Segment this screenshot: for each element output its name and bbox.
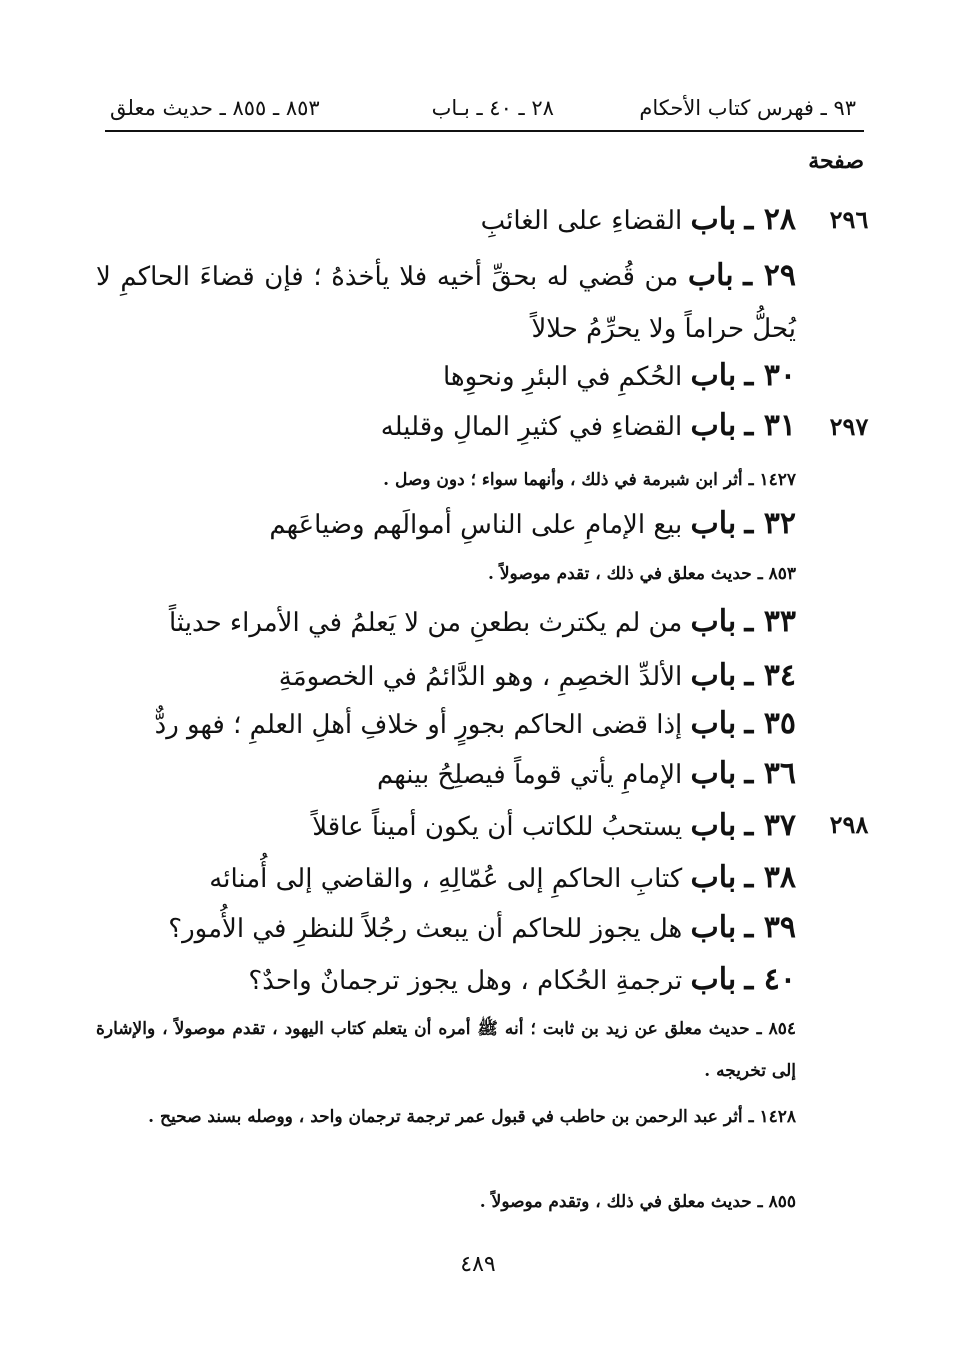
- entry-text: إذا قضى الحاكم بجورٍ أو خلافِ أهلِ العلمِ ؛ فهو ردٌّ: [154, 710, 683, 740]
- entry-number: ٣٨ ـ: [744, 860, 796, 895]
- entry-keyword: باب: [690, 506, 737, 541]
- index-entry: [96, 504, 796, 545]
- entry-text: من لم يكترث بطعنِ من لا يَعلمُ في الأمراء حديثاً: [168, 608, 683, 638]
- entry-keyword: باب: [690, 706, 737, 741]
- index-entry: [96, 406, 796, 447]
- entry-text: الحُكمِ في البئرِ ونحوِها: [442, 362, 683, 392]
- entry-keyword: باب: [690, 756, 737, 791]
- entry-keyword: باب: [690, 604, 737, 639]
- page-number-296: ٢٩٦: [829, 205, 869, 234]
- entry-text: يستحبُ للكاتب أن يكون أميناً عاقلاً: [312, 812, 683, 842]
- note-853: ٨٥٣ ـ حديث معلق في ذلك ، تقدم موصولاً .: [488, 564, 796, 584]
- note-1427: ١٤٢٧ ـ أثر ابن شبرمة في ذلك ، وأنهما سواء ؛ دون وصل .: [383, 470, 796, 490]
- index-entry: [96, 960, 796, 1001]
- entry-text: ترجمةِ الحُكام ، وهل يجوز ترجمانٌ واحدٌ؟: [248, 966, 683, 996]
- entry-keyword: باب: [690, 860, 737, 895]
- entry-number: ٣٣ ـ: [744, 604, 796, 639]
- index-entry: [96, 858, 796, 899]
- entry-keyword: باب: [690, 808, 737, 843]
- entry-number: ٣٠ ـ: [744, 358, 796, 393]
- entry-text: القضاءِ في كثيرِ المالِ وقليله: [380, 412, 683, 442]
- entry-number: ٤٠ ـ: [744, 962, 796, 997]
- header-chapter-title: ٩٣ ـ فهرس كتاب الأحكام: [639, 96, 856, 120]
- page-footer-number: ٤٨٩: [460, 1252, 496, 1277]
- entry-number: ٣٧ ـ: [744, 808, 796, 843]
- entry-text: الألدِّ الخصِمِ ، وهو الدَّائمُ في الخصومَةِ: [278, 662, 683, 692]
- entry-number: ٢٩ ـ: [743, 258, 797, 293]
- note-1428: ١٤٢٨ ـ أثر عبد الرحمن بن حاطب في قبول عمر ترجمة ترجمان واحد ، ووصله بسند صحيح .: [148, 1107, 796, 1127]
- page-number-298: ٢٩٨: [829, 810, 869, 839]
- entry-number: ٢٨ ـ: [744, 202, 796, 237]
- entry-text: هل يجوز للحاكم أن يبعث رجُلاً للنظرِ في الأُمور؟: [168, 914, 683, 944]
- entry-text: من قُضي له بحقِّ أخيه فلا يأخذهُ ؛ فإن قضاءَ الحاكمِ لا يُحلُّ حراماً ولا يحرِّمُ حلالاً: [96, 262, 796, 344]
- index-entry: [96, 806, 796, 847]
- index-entry: [96, 200, 796, 241]
- page-column-title: صفحة: [808, 148, 864, 174]
- entry-keyword: باب: [690, 962, 737, 997]
- index-entry: [96, 908, 796, 949]
- entry-keyword: باب: [690, 658, 737, 693]
- entry-text: كتابِ الحاكمِ إلى عُمّالِهِ ، والقاضي إلى أُمنائه: [209, 864, 683, 894]
- entry-text: بيع الإمامِ على الناسِ أموالَهم وضياعَهم: [269, 510, 683, 540]
- index-entry: [96, 356, 796, 397]
- index-entry: [96, 704, 796, 745]
- entry-number: ٣٥ ـ: [744, 706, 796, 741]
- entry-keyword: باب: [690, 202, 737, 237]
- entry-number: ٣١ ـ: [744, 408, 796, 443]
- running-header: [110, 96, 856, 130]
- index-entry: [96, 250, 796, 355]
- note-854: ٨٥٤ ـ حديث معلق عن زيد بن ثابت ؛ أنه ﷺ أمره أن يتعلم كتاب اليهود ، تقدم موصولاً ، والإشارة إلى تخريجه .: [96, 1019, 796, 1081]
- index-entry: [96, 656, 796, 697]
- entry-number: ٣٦ ـ: [744, 756, 796, 791]
- index-entry: [96, 602, 796, 643]
- entry-number: ٣٩ ـ: [744, 910, 796, 945]
- index-entry: [96, 754, 796, 795]
- header-section-range: ٢٨ ـ ٤٠ ـ بـاب: [431, 96, 554, 120]
- note-855: ٨٥٥ ـ حديث معلق في ذلك ، وتقدم موصولاً .: [479, 1192, 796, 1212]
- entry-keyword: باب: [690, 358, 737, 393]
- entry-text: القضاءِ على الغائبِ: [480, 206, 683, 236]
- entry-keyword: باب: [690, 910, 737, 945]
- entry-text: الإمامِ يأتي قوماً فيصلِحُ بينهم: [377, 760, 683, 790]
- header-rule: [105, 130, 864, 132]
- header-hadith-range: ٨٥٣ ـ ٨٥٥ ـ حديث معلق: [110, 96, 320, 120]
- entry-keyword: باب: [687, 258, 734, 293]
- entry-number: ٣٢ ـ: [744, 506, 796, 541]
- page-number-297: ٢٩٧: [829, 412, 869, 441]
- entry-keyword: باب: [690, 408, 737, 443]
- entry-number: ٣٤ ـ: [744, 658, 796, 693]
